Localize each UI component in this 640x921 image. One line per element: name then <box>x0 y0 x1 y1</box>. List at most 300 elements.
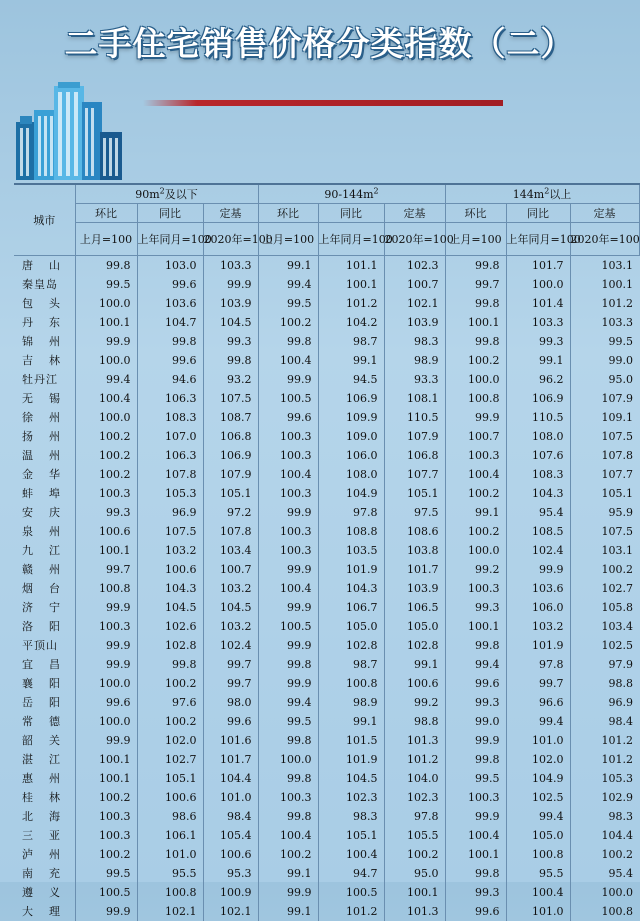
index-value: 100.3 <box>258 788 318 807</box>
index-value: 101.6 <box>203 731 258 750</box>
index-value: 98.4 <box>203 807 258 826</box>
index-value: 99.6 <box>258 408 318 427</box>
index-value: 100.6 <box>203 845 258 864</box>
index-value: 97.8 <box>384 807 445 826</box>
index-value: 109.0 <box>318 427 384 446</box>
index-value: 105.3 <box>137 484 203 503</box>
index-value: 105.1 <box>203 484 258 503</box>
base-header: 2020年=100 <box>570 223 639 256</box>
city-name: 襄阳 <box>22 677 76 690</box>
index-value: 100.5 <box>318 883 384 902</box>
city-name: 安庆 <box>22 506 76 519</box>
city-name: 九江 <box>22 544 76 557</box>
sub-header: 定基 <box>570 204 639 223</box>
index-value: 104.3 <box>137 579 203 598</box>
index-value: 103.8 <box>384 541 445 560</box>
index-value: 99.6 <box>445 902 506 921</box>
index-value: 106.5 <box>384 598 445 617</box>
index-value: 100.3 <box>258 522 318 541</box>
index-value: 97.2 <box>203 503 258 522</box>
base-header: 上月=100 <box>445 223 506 256</box>
index-value: 107.7 <box>384 465 445 484</box>
index-value: 99.9 <box>445 408 506 427</box>
index-value: 99.5 <box>75 864 137 883</box>
index-value: 99.0 <box>570 351 639 370</box>
index-value: 107.5 <box>203 389 258 408</box>
index-value: 95.5 <box>506 864 570 883</box>
table-row <box>14 617 639 636</box>
index-value: 98.7 <box>318 655 384 674</box>
table-row <box>14 389 639 408</box>
index-value: 99.9 <box>75 655 137 674</box>
index-value: 100.5 <box>258 389 318 408</box>
index-value: 106.0 <box>318 446 384 465</box>
index-value: 102.1 <box>384 294 445 313</box>
index-value: 100.3 <box>258 427 318 446</box>
index-value: 100.2 <box>384 845 445 864</box>
index-value: 95.9 <box>570 503 639 522</box>
index-value: 95.4 <box>506 503 570 522</box>
city-name: 徐州 <box>22 411 76 424</box>
index-value: 99.3 <box>445 693 506 712</box>
index-value: 106.9 <box>318 389 384 408</box>
index-value: 105.0 <box>506 826 570 845</box>
base-header: 上年同月=100 <box>318 223 384 256</box>
city-name: 平顶山 <box>22 639 58 652</box>
index-value: 103.9 <box>384 313 445 332</box>
index-value: 100.2 <box>137 674 203 693</box>
index-value: 104.5 <box>203 598 258 617</box>
index-value: 105.0 <box>384 617 445 636</box>
table-row <box>14 256 639 276</box>
city-name: 宜昌 <box>22 658 76 671</box>
table-row <box>14 370 639 389</box>
table-row <box>14 655 639 674</box>
table-row <box>14 902 639 921</box>
table-row <box>14 712 639 731</box>
index-value: 99.8 <box>258 655 318 674</box>
index-value: 100.0 <box>258 750 318 769</box>
index-value: 106.1 <box>137 826 203 845</box>
index-value: 96.6 <box>506 693 570 712</box>
index-value: 99.4 <box>258 275 318 294</box>
index-value: 105.5 <box>384 826 445 845</box>
city-name: 温州 <box>22 449 76 462</box>
index-value: 100.1 <box>570 275 639 294</box>
index-value: 108.0 <box>318 465 384 484</box>
index-value: 98.3 <box>318 807 384 826</box>
buildings-icon <box>14 82 124 182</box>
index-value: 99.4 <box>75 370 137 389</box>
index-value: 99.8 <box>137 655 203 674</box>
index-value: 100.4 <box>445 465 506 484</box>
index-value: 100.1 <box>445 617 506 636</box>
index-value: 99.7 <box>75 560 137 579</box>
index-value: 99.2 <box>384 693 445 712</box>
index-value: 99.1 <box>258 864 318 883</box>
city-name: 唐山 <box>22 259 76 272</box>
city-name: 韶关 <box>22 734 76 747</box>
index-value: 100.1 <box>75 750 137 769</box>
index-value: 105.4 <box>203 826 258 845</box>
city-name: 烟台 <box>22 582 76 595</box>
table-row <box>14 864 639 883</box>
index-value: 105.1 <box>384 484 445 503</box>
index-value: 95.4 <box>570 864 639 883</box>
index-value: 103.6 <box>506 579 570 598</box>
index-value: 99.3 <box>75 503 137 522</box>
index-value: 102.1 <box>203 902 258 921</box>
index-value: 107.5 <box>137 522 203 541</box>
index-value: 99.6 <box>137 351 203 370</box>
base-header: 2020年=100 <box>384 223 445 256</box>
index-value: 101.9 <box>318 750 384 769</box>
sub-header: 环比 <box>258 204 318 223</box>
index-value: 101.9 <box>318 560 384 579</box>
index-value: 109.9 <box>318 408 384 427</box>
city-column-header: 城市 <box>14 184 75 256</box>
index-value: 102.8 <box>137 636 203 655</box>
index-value: 99.5 <box>445 769 506 788</box>
table-row <box>14 408 639 427</box>
index-value: 103.9 <box>203 294 258 313</box>
index-value: 99.8 <box>258 807 318 826</box>
index-value: 98.4 <box>570 712 639 731</box>
table-row <box>14 636 639 655</box>
index-value: 107.5 <box>570 522 639 541</box>
index-value: 99.7 <box>506 674 570 693</box>
index-value: 101.7 <box>384 560 445 579</box>
index-value: 107.8 <box>570 446 639 465</box>
index-value: 100.8 <box>75 579 137 598</box>
index-value: 95.0 <box>570 370 639 389</box>
index-value: 101.0 <box>203 788 258 807</box>
index-value: 106.9 <box>203 446 258 465</box>
table-row <box>14 522 639 541</box>
table-row <box>14 332 639 351</box>
index-value: 107.0 <box>137 427 203 446</box>
index-value: 99.7 <box>203 674 258 693</box>
table-row <box>14 541 639 560</box>
table-row <box>14 579 639 598</box>
index-value: 96.2 <box>506 370 570 389</box>
index-value: 100.3 <box>75 826 137 845</box>
index-value: 100.0 <box>506 275 570 294</box>
index-value: 100.1 <box>75 769 137 788</box>
index-value: 104.4 <box>570 826 639 845</box>
index-value: 99.9 <box>258 674 318 693</box>
index-value: 101.3 <box>384 902 445 921</box>
city-name: 济宁 <box>22 601 76 614</box>
index-value: 103.6 <box>137 294 203 313</box>
index-value: 100.1 <box>75 541 137 560</box>
index-value: 99.6 <box>203 712 258 731</box>
index-value: 104.3 <box>318 579 384 598</box>
index-value: 99.8 <box>445 294 506 313</box>
index-value: 100.7 <box>203 560 258 579</box>
index-value: 102.9 <box>570 788 639 807</box>
index-value: 99.9 <box>445 731 506 750</box>
index-value: 99.5 <box>75 275 137 294</box>
index-value: 108.7 <box>203 408 258 427</box>
index-value: 99.6 <box>137 275 203 294</box>
index-value: 99.9 <box>75 636 137 655</box>
index-value: 95.3 <box>203 864 258 883</box>
index-value: 100.3 <box>75 617 137 636</box>
index-value: 104.0 <box>384 769 445 788</box>
index-value: 99.9 <box>258 598 318 617</box>
index-value: 103.1 <box>570 256 639 276</box>
table-row <box>14 598 639 617</box>
index-value: 103.2 <box>203 617 258 636</box>
group-header: $90m^2$及以下 <box>75 184 258 204</box>
index-value: 99.9 <box>258 560 318 579</box>
city-name: 扬州 <box>22 430 76 443</box>
index-value: 102.7 <box>570 579 639 598</box>
index-value: 100.3 <box>258 446 318 465</box>
index-value: 99.8 <box>258 332 318 351</box>
index-value: 99.9 <box>258 883 318 902</box>
index-value: 106.3 <box>137 389 203 408</box>
index-value: 100.8 <box>137 883 203 902</box>
index-value: 107.9 <box>384 427 445 446</box>
index-value: 100.8 <box>318 674 384 693</box>
index-value: 103.0 <box>137 256 203 276</box>
index-value: 99.4 <box>506 712 570 731</box>
index-value: 100.8 <box>570 902 639 921</box>
index-value: 100.6 <box>384 674 445 693</box>
index-value: 102.5 <box>506 788 570 807</box>
index-value: 101.2 <box>570 294 639 313</box>
index-value: 101.4 <box>506 294 570 313</box>
city-name: 湛江 <box>22 753 76 766</box>
index-value: 99.5 <box>258 712 318 731</box>
city-name: 丹东 <box>22 316 76 329</box>
index-value: 100.0 <box>445 370 506 389</box>
index-value: 107.6 <box>506 446 570 465</box>
index-value: 108.3 <box>137 408 203 427</box>
index-value: 99.6 <box>445 674 506 693</box>
group-header: $144m^2$以上 <box>445 184 639 204</box>
index-value: 99.7 <box>445 275 506 294</box>
index-value: 99.5 <box>570 332 639 351</box>
index-value: 100.4 <box>318 845 384 864</box>
index-value: 102.5 <box>570 636 639 655</box>
index-value: 100.2 <box>445 484 506 503</box>
index-value: 104.5 <box>203 313 258 332</box>
index-value: 102.3 <box>384 256 445 276</box>
city-name: 包头 <box>22 297 76 310</box>
index-value: 101.2 <box>570 731 639 750</box>
index-value: 103.2 <box>506 617 570 636</box>
city-name: 洛阳 <box>22 620 76 633</box>
index-value: 96.9 <box>570 693 639 712</box>
index-value: 100.0 <box>75 674 137 693</box>
city-name: 常德 <box>22 715 76 728</box>
table-row <box>14 446 639 465</box>
index-value: 108.1 <box>384 389 445 408</box>
table-row <box>14 807 639 826</box>
index-value: 108.5 <box>506 522 570 541</box>
index-value: 99.4 <box>258 693 318 712</box>
city-name: 遵义 <box>22 886 76 899</box>
index-value: 102.3 <box>318 788 384 807</box>
city-name: 桂林 <box>22 791 76 804</box>
index-value: 99.0 <box>445 712 506 731</box>
index-value: 99.1 <box>258 902 318 921</box>
index-value: 96.9 <box>137 503 203 522</box>
index-value: 105.8 <box>570 598 639 617</box>
index-value: 98.8 <box>384 712 445 731</box>
city-name: 泉州 <box>22 525 76 538</box>
index-value: 102.3 <box>384 788 445 807</box>
table-row <box>14 826 639 845</box>
index-value: 99.8 <box>445 636 506 655</box>
city-name: 蚌埠 <box>22 487 76 500</box>
index-value: 98.3 <box>384 332 445 351</box>
index-value: 97.5 <box>384 503 445 522</box>
index-value: 100.2 <box>75 788 137 807</box>
index-value: 103.1 <box>570 541 639 560</box>
index-value: 97.8 <box>506 655 570 674</box>
index-value: 99.9 <box>75 731 137 750</box>
index-value: 99.9 <box>75 902 137 921</box>
index-value: 103.2 <box>203 579 258 598</box>
index-value: 99.4 <box>506 807 570 826</box>
index-value: 99.1 <box>445 503 506 522</box>
index-value: 101.2 <box>384 750 445 769</box>
index-value: 95.0 <box>384 864 445 883</box>
index-value: 99.8 <box>203 351 258 370</box>
index-value: 100.3 <box>258 484 318 503</box>
index-value: 100.2 <box>570 845 639 864</box>
index-value: 100.2 <box>445 351 506 370</box>
index-value: 105.1 <box>318 826 384 845</box>
index-value: 100.4 <box>506 883 570 902</box>
index-value: 106.3 <box>137 446 203 465</box>
group-header: $90-144m^2$ <box>258 184 445 204</box>
table-row <box>14 503 639 522</box>
table-row <box>14 731 639 750</box>
index-value: 100.2 <box>75 446 137 465</box>
index-value: 110.5 <box>384 408 445 427</box>
table-row <box>14 560 639 579</box>
base-header: 上年同月=100 <box>137 223 203 256</box>
index-value: 100.2 <box>75 845 137 864</box>
index-value: 100.4 <box>445 826 506 845</box>
index-value: 104.4 <box>203 769 258 788</box>
sub-header: 定基 <box>203 204 258 223</box>
index-value: 99.8 <box>137 332 203 351</box>
index-value: 100.0 <box>445 541 506 560</box>
index-value: 100.1 <box>75 313 137 332</box>
table-row <box>14 883 639 902</box>
city-name: 大理 <box>22 905 76 918</box>
index-value: 99.8 <box>445 256 506 276</box>
index-value: 98.6 <box>137 807 203 826</box>
index-value: 94.7 <box>318 864 384 883</box>
index-value: 100.8 <box>506 845 570 864</box>
index-value: 98.3 <box>570 807 639 826</box>
city-name: 秦皇岛 <box>22 278 58 291</box>
index-value: 100.0 <box>75 408 137 427</box>
city-name: 吉林 <box>22 354 76 367</box>
index-value: 100.0 <box>75 351 137 370</box>
index-value: 103.9 <box>384 579 445 598</box>
index-value: 100.3 <box>445 788 506 807</box>
index-value: 100.3 <box>258 541 318 560</box>
index-value: 100.2 <box>258 845 318 864</box>
city-name: 金华 <box>22 468 76 481</box>
index-value: 104.7 <box>137 313 203 332</box>
index-value: 108.6 <box>384 522 445 541</box>
index-value: 94.5 <box>318 370 384 389</box>
index-value: 99.1 <box>258 256 318 276</box>
index-value: 103.5 <box>318 541 384 560</box>
index-value: 99.4 <box>445 655 506 674</box>
price-index-table <box>14 183 640 921</box>
city-name: 锦州 <box>22 335 76 348</box>
index-value: 100.4 <box>258 351 318 370</box>
sub-header: 环比 <box>75 204 137 223</box>
index-value: 98.8 <box>570 674 639 693</box>
index-value: 99.8 <box>445 332 506 351</box>
index-value: 101.0 <box>506 731 570 750</box>
base-header: 上年同月=100 <box>506 223 570 256</box>
index-value: 99.1 <box>384 655 445 674</box>
index-value: 101.7 <box>203 750 258 769</box>
index-value: 99.1 <box>318 351 384 370</box>
sub-header: 环比 <box>445 204 506 223</box>
index-value: 100.2 <box>258 313 318 332</box>
index-value: 103.2 <box>137 541 203 560</box>
index-value: 100.4 <box>75 389 137 408</box>
index-value: 99.8 <box>445 864 506 883</box>
table-row <box>14 294 639 313</box>
index-value: 101.0 <box>506 902 570 921</box>
index-value: 99.1 <box>506 351 570 370</box>
city-name: 牡丹江 <box>22 373 58 386</box>
index-value: 102.0 <box>137 731 203 750</box>
title-underline <box>143 100 503 106</box>
index-value: 95.5 <box>137 864 203 883</box>
index-value: 94.6 <box>137 370 203 389</box>
table-row <box>14 845 639 864</box>
table-row <box>14 750 639 769</box>
index-value: 100.0 <box>75 294 137 313</box>
index-value: 99.3 <box>445 598 506 617</box>
index-value: 100.3 <box>75 807 137 826</box>
index-value: 100.1 <box>445 313 506 332</box>
index-value: 104.9 <box>318 484 384 503</box>
table-row <box>14 427 639 446</box>
index-value: 101.0 <box>137 845 203 864</box>
index-value: 106.7 <box>318 598 384 617</box>
index-value: 105.1 <box>570 484 639 503</box>
table-row <box>14 465 639 484</box>
index-value: 103.4 <box>203 541 258 560</box>
city-name: 北海 <box>22 810 76 823</box>
index-value: 99.9 <box>75 598 137 617</box>
base-header: 2020年=100 <box>203 223 258 256</box>
index-value: 99.3 <box>445 883 506 902</box>
index-value: 100.6 <box>137 788 203 807</box>
index-value: 100.3 <box>75 484 137 503</box>
index-value: 101.1 <box>318 256 384 276</box>
index-value: 106.8 <box>203 427 258 446</box>
base-header: 上月=100 <box>258 223 318 256</box>
base-header: 上月=100 <box>75 223 137 256</box>
